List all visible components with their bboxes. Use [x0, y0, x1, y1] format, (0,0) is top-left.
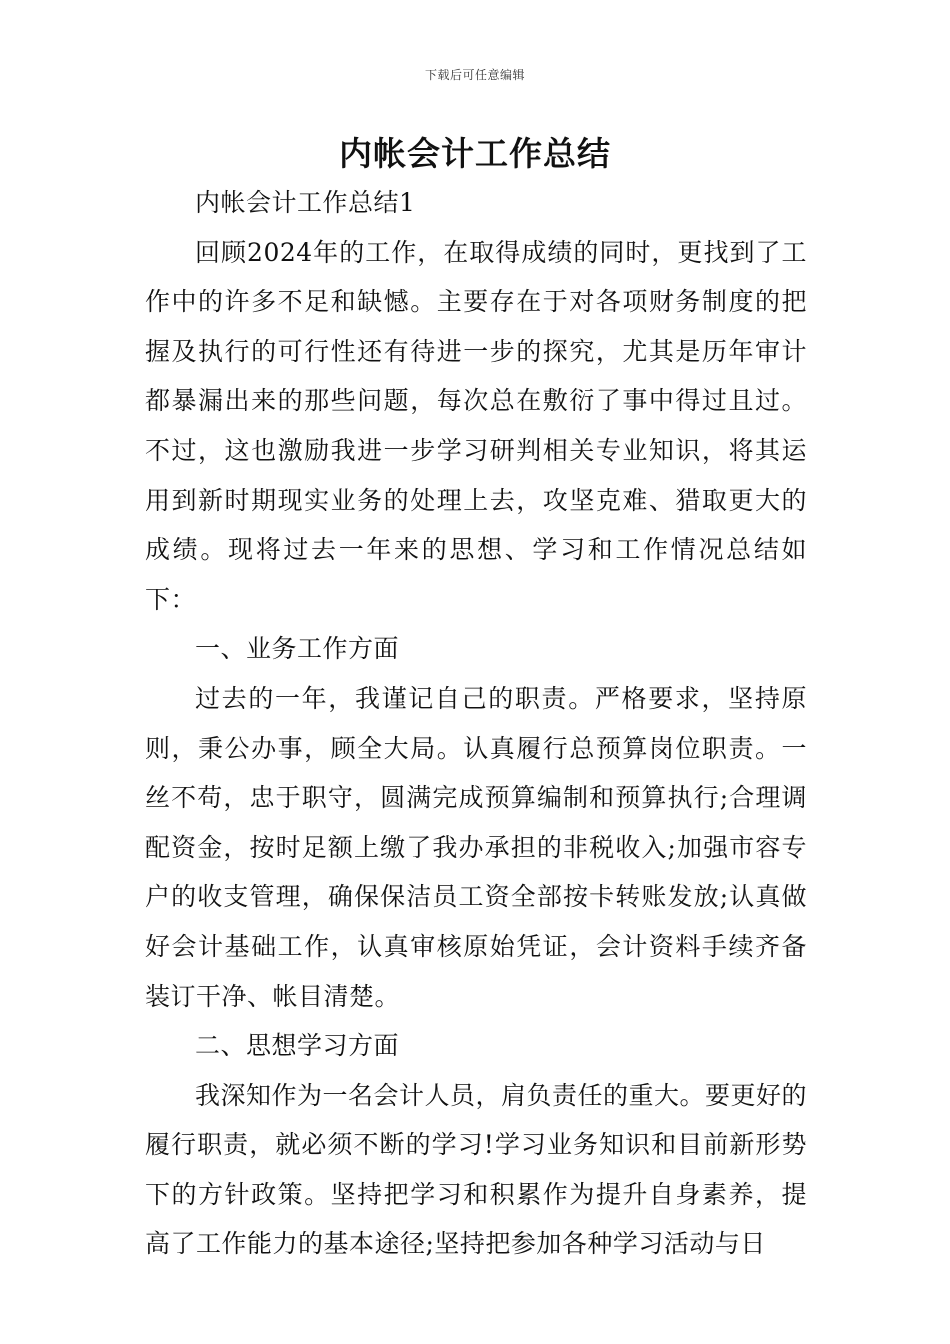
section-heading-study: 二、思想学习方面	[195, 1031, 400, 1061]
paragraph-business: 过去的一年，我谨记自己的职责。严格要求，坚持原则，秉公办事，顾全大局。认真履行总预算岗位职责。一丝不苟，忠于职守，圆满完成预算编制和预算执行;合理调配资金，按时足额上缴了我办承担的非税收入;加强市容专户的收支管理，确保保洁员工资全部按卡转账发放;认真做好会计基础工作，认真审核原始凭证，会计资料手续齐备装订干净、帐目清楚。	[145, 683, 807, 1011]
document-body	[145, 178, 807, 1269]
section-heading-business: 一、业务工作方面	[195, 634, 400, 664]
header-note: 下载后可任意编辑	[424, 68, 525, 82]
paragraph-study: 我深知作为一名会计人员，肩负责任的重大。要更好的履行职责，就必须不断的学习!学习业务知识和目前新形势下的方针政策。坚持把学习和积累作为提升自身素养，提高了工作能力的基本途径;坚持把参加各种学习活动与日	[145, 1080, 808, 1259]
paragraph-review: 回顾2024年的工作，在取得成绩的同时，更找到了工作中的许多不足和缺憾。主要存在于对各项财务制度的把握及执行的可行性还有待进一步的探究，尤其是历年审计都暴漏出来的那些问题，每次总在敷衍了事中得过且过。不过，这也激励我进一步学习研判相关专业知识，将其运用到新时期现实业务的处理上去，攻坚克难、猎取更大的成绩。现将过去一年来的思想、学习和工作情况总结如下：	[145, 237, 807, 614]
section-subtitle: 内帐会计工作总结1	[195, 188, 416, 217]
document-title: 内帐会计工作总结	[339, 134, 611, 173]
